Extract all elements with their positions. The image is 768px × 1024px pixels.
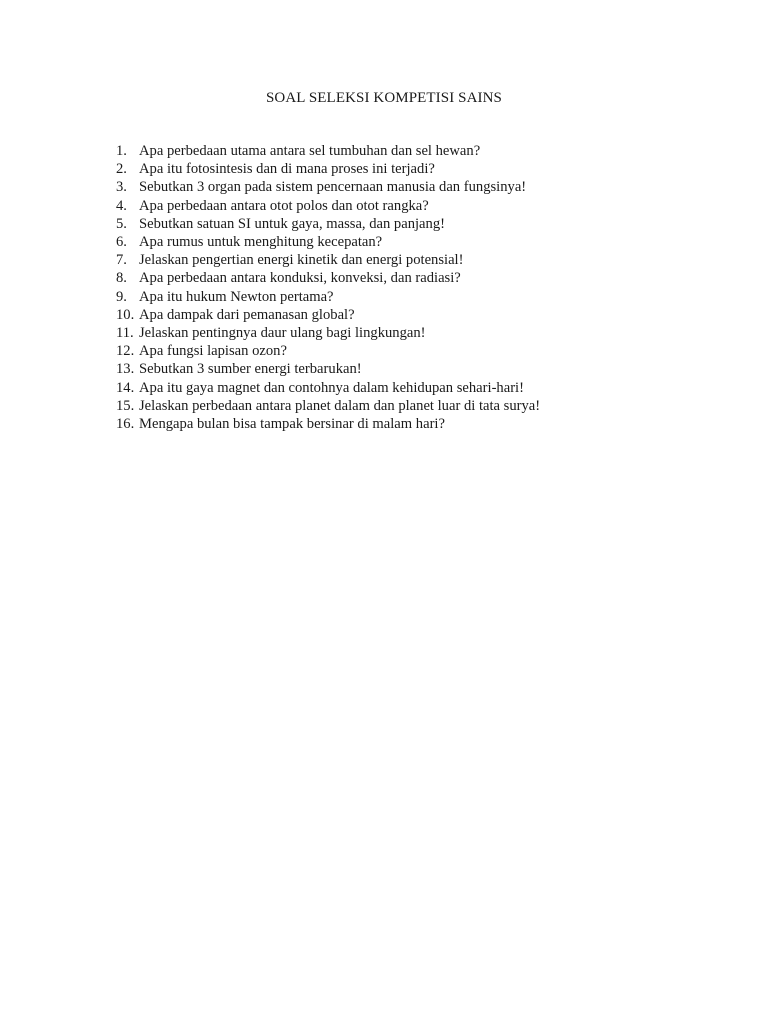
question-number: 8. xyxy=(116,270,127,287)
question-number: 15. xyxy=(116,397,135,414)
question-item xyxy=(116,342,540,360)
question-text: Jelaskan perbedaan antara planet dalam dan planet luar di tata surya! xyxy=(139,397,541,414)
question-number: 5. xyxy=(116,215,127,232)
question-item xyxy=(116,415,540,433)
question-number: 9. xyxy=(116,288,127,305)
question-text: Mengapa bulan bisa tampak bersinar di malam hari? xyxy=(139,416,445,433)
question-number: 7. xyxy=(116,252,127,269)
question-item xyxy=(116,379,540,397)
question-text: Sebutkan satuan SI untuk gaya, massa, dan panjang! xyxy=(139,215,445,232)
question-item xyxy=(116,233,540,251)
question-text: Sebutkan 3 organ pada sistem pencernaan manusia dan fungsinya! xyxy=(139,179,527,196)
question-text: Apa dampak dari pemanasan global? xyxy=(139,306,355,323)
question-number: 6. xyxy=(116,234,127,251)
question-number: 10. xyxy=(116,306,135,323)
question-item xyxy=(116,306,540,324)
question-text: Apa perbedaan utama antara sel tumbuhan dan sel hewan? xyxy=(139,143,481,159)
question-number: 12. xyxy=(116,343,135,360)
question-number: 13. xyxy=(116,361,135,378)
question-text: Apa itu fotosintesis dan di mana proses ini terjadi? xyxy=(139,161,435,178)
question-number: 14. xyxy=(116,379,135,396)
question-item xyxy=(116,324,540,342)
question-number: 3. xyxy=(116,179,127,196)
question-item xyxy=(116,397,540,415)
question-text: Apa itu hukum Newton pertama? xyxy=(139,288,334,305)
question-item xyxy=(116,288,540,306)
question-number: 2. xyxy=(116,161,127,178)
question-text: Apa fungsi lapisan ozon? xyxy=(139,343,287,360)
question-number: 1. xyxy=(116,143,127,159)
question-text: Apa itu gaya magnet dan contohnya dalam kehidupan sehari-hari! xyxy=(139,379,524,396)
question-list xyxy=(116,142,540,433)
question-item xyxy=(116,197,540,215)
question-number: 16. xyxy=(116,416,135,433)
question-item xyxy=(116,215,540,233)
question-item xyxy=(116,160,540,178)
question-number: 4. xyxy=(116,197,127,214)
question-item xyxy=(116,251,540,269)
question-text: Apa rumus untuk menghitung kecepatan? xyxy=(139,234,383,251)
question-number: 11. xyxy=(116,325,134,342)
question-item xyxy=(116,360,540,378)
question-item xyxy=(116,178,540,196)
question-text: Apa perbedaan antara konduksi, konveksi, dan radiasi? xyxy=(139,270,461,287)
question-text: Apa perbedaan antara otot polos dan otot rangka? xyxy=(139,197,429,214)
question-text: Jelaskan pengertian energi kinetik dan energi potensial! xyxy=(139,252,464,269)
question-item xyxy=(116,269,540,287)
question-text: Jelaskan pentingnya daur ulang bagi lingkungan! xyxy=(139,325,426,342)
question-item xyxy=(116,142,540,160)
question-text: Sebutkan 3 sumber energi terbarukan! xyxy=(139,361,362,378)
document-title: SOAL SELEKSI KOMPETISI SAINS xyxy=(265,90,502,106)
